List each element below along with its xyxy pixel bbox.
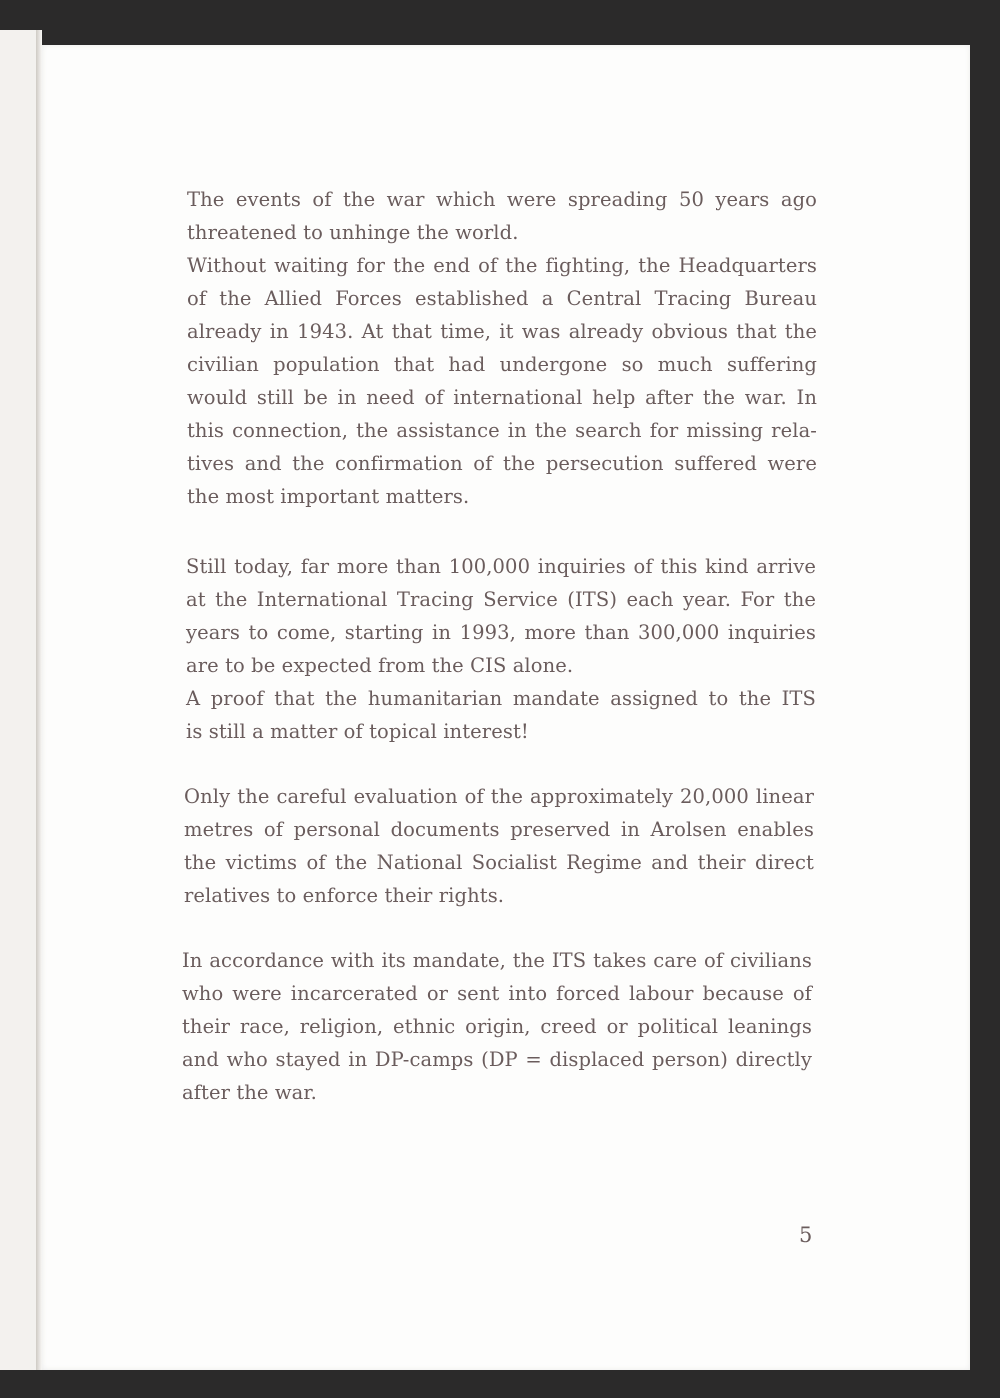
text-line: who were incarcerated or sent into forced labour because of — [182, 982, 812, 1005]
text-line: their race, religion, ethnic origin, creed or political leanings — [182, 1015, 812, 1038]
paragraph-3 — [184, 780, 814, 912]
text-line: would still be in need of international help after the war. In — [187, 386, 817, 409]
text-line: at the International Tracing Service (ITS) each year. For the — [186, 588, 816, 611]
text-line: of the Allied Forces established a Central Tracing Bureau — [187, 287, 817, 310]
text-line: is still a matter of topical interest! — [186, 720, 529, 743]
paragraph-1 — [187, 183, 817, 513]
text-line: years to come, starting in 1993, more than 300,000 inquiries — [186, 621, 816, 644]
paragraph-2 — [186, 550, 816, 748]
text-line: this connection, the assistance in the search for missing rela- — [187, 419, 817, 442]
text-line: relatives to enforce their rights. — [184, 884, 505, 907]
text-line: the victims of the National Socialist Regime and their direct — [184, 851, 814, 874]
paragraph-4 — [182, 944, 812, 1109]
text-line: In accordance with its mandate, the ITS takes care of civilians — [182, 949, 812, 972]
text-line: threatened to unhinge the world. — [187, 221, 519, 244]
text-line: civilian population that had undergone so much suffering — [187, 353, 817, 376]
page-number: 5 — [799, 1223, 813, 1247]
text-line: Still today, far more than 100,000 inquiries of this kind arrive — [186, 555, 816, 578]
text-line: The events of the war which were spreading 50 years ago — [187, 188, 817, 211]
text-line: already in 1943. At that time, it was already obvious that the — [187, 320, 817, 343]
text-line: metres of personal documents preserved in Arolsen enables — [184, 818, 814, 841]
text-line: Only the careful evaluation of the approximately 20,000 linear — [184, 785, 814, 808]
text-line: after the war. — [182, 1081, 317, 1104]
text-line: A proof that the humanitarian mandate assigned to the ITS — [186, 687, 816, 710]
text-line: and who stayed in DP-camps (DP = displaced person) directly — [182, 1048, 812, 1071]
facing-page-edge — [0, 30, 40, 1370]
text-line: tives and the confirmation of the persecution suffered were — [187, 452, 817, 475]
text-line: Without waiting for the end of the fighting, the Headquarters — [187, 254, 817, 277]
text-line: are to be expected from the CIS alone. — [186, 654, 574, 677]
document-page — [42, 45, 970, 1370]
text-line: the most important matters. — [187, 485, 470, 508]
